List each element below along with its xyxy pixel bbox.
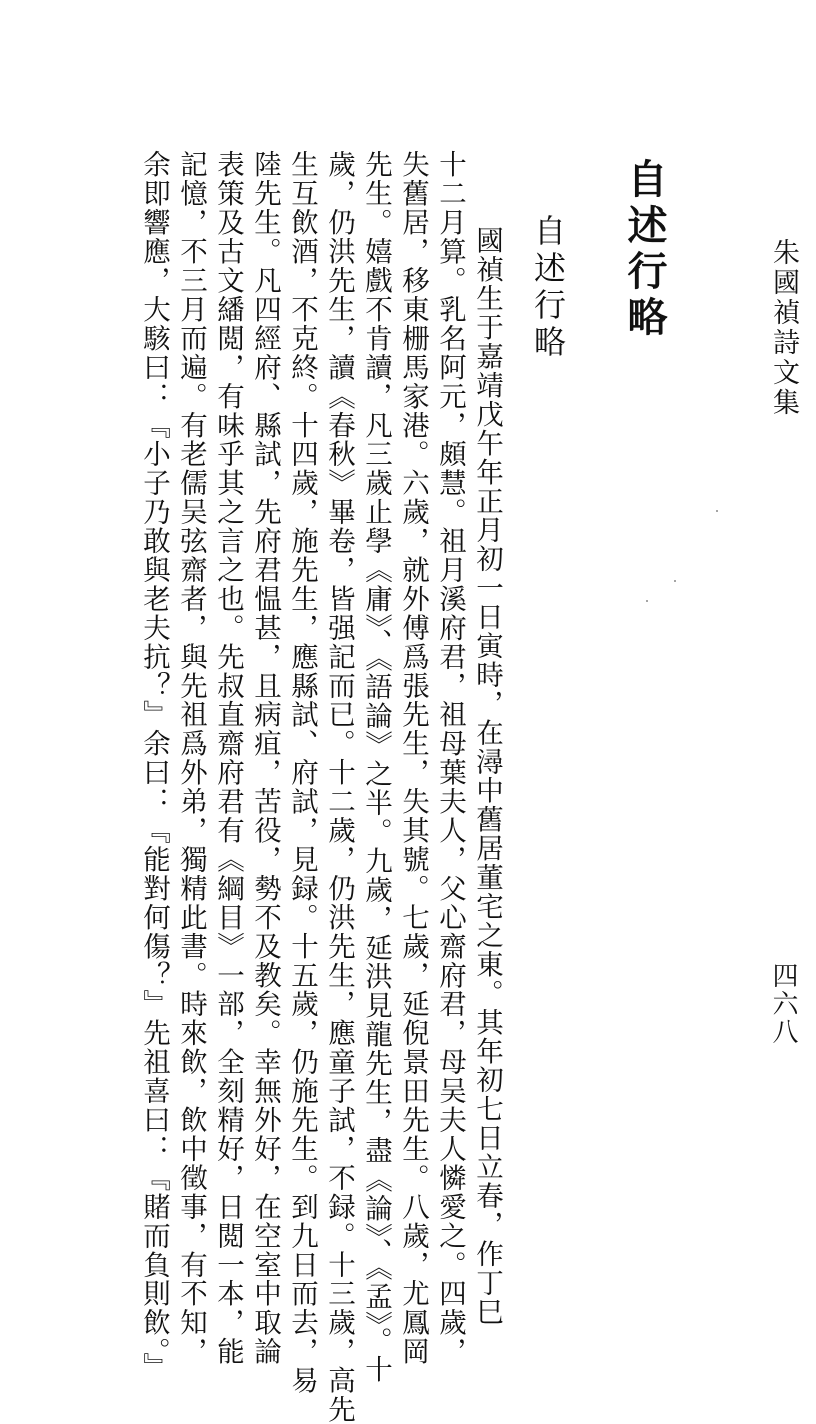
body-line: 記憶，不三月而遍。有老儒吴弦齋者，與先祖爲外弟，獨精此書。時來飲，飲中徵事，有不知， xyxy=(175,150,207,1366)
scan-speck xyxy=(674,580,676,582)
section-title: 自述行略 xyxy=(529,214,567,362)
running-header: 朱國禎詩文集 xyxy=(768,238,799,418)
page-number: 四六八 xyxy=(768,962,798,1046)
scan-speck xyxy=(646,600,648,602)
body-line: 十二月算。乳名阿元，頗慧。祖月溪府君，祖母葉夫人，父心齋府君，母吴夫人憐愛之。四歲， xyxy=(434,150,466,1366)
body-line: 陸先生。凡四經府、縣試，先府君愠甚，且病疽，苦役，勢不及教矣。幸無外好，在空室中取論 xyxy=(249,150,281,1366)
body-line: 失舊居，移東栅馬家港。六歲，就外傅爲張先生，失其號。七歲，延倪景田先生。八歲，尤鳳岡 xyxy=(397,150,429,1366)
body-line: 表策及古文繙閲，有味乎其之言之也。先叔直齋府君有《綱目》一部，全刻精好，日閲一本，能 xyxy=(212,150,244,1366)
body-line: 生互飲酒，不克終。十四歲，施先生，應縣試、府試，見録。十五歲，仍施先生。到九日而去，易 xyxy=(286,150,318,1395)
body-line: 先生。嬉戲不肯讀，凡三歲止學《庸》、《語論》之半。九歲，延洪見龍先生，盡《論》、《孟》。十 xyxy=(360,150,392,1384)
chapter-title: 自述行略 xyxy=(621,158,668,342)
body-line: 國禎生于嘉靖戊午年正月初一日寅時，在潯中舊居董宅之東。其年初七日立春，作丁巳 xyxy=(471,226,503,1327)
body-line: 歲，仍洪先生，讀《春秋》畢卷，皆强記而已。十二歲，仍洪先生，應童子試，不録。十三歲，高先 xyxy=(323,150,355,1424)
body-line: 余即響應，大駭曰：『小子乃敢與老夫抗？』余曰：『能對何傷？』先祖喜曰：『賭而負則飲。』 xyxy=(138,150,170,1382)
scan-speck xyxy=(716,510,718,512)
